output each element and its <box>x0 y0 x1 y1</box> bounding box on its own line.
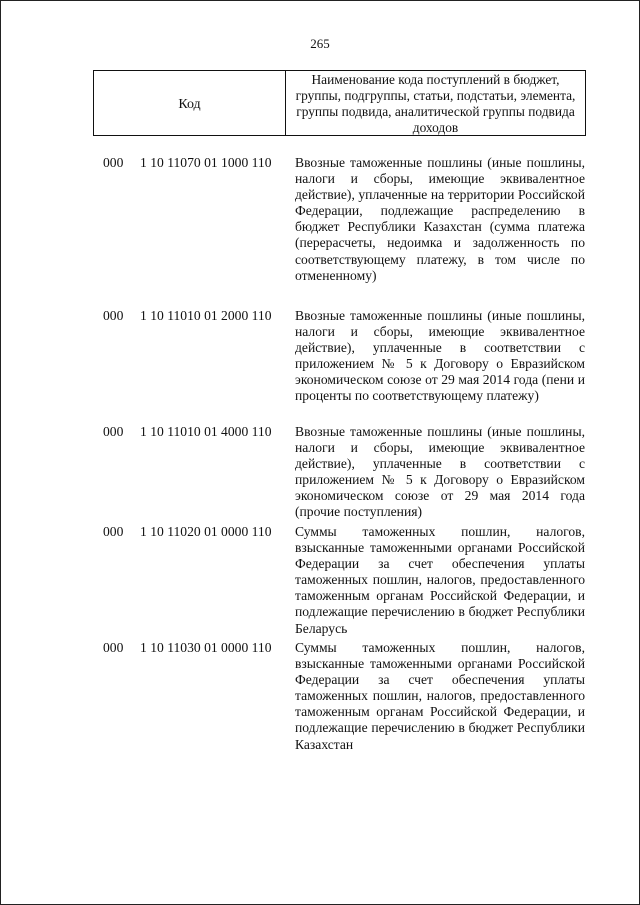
entry-budget-code: 1 10 11030 01 0000 110 <box>140 640 272 655</box>
entry-description: Суммы таможенных пошлин, налогов, взысканные таможенными органами Российской Федерации за счет обеспечения уплаты таможенных пошлин, налогов, предоставленного таможенным органам Российской Федерации, и подлежащие перечислению в бюджет Республики Казахстан <box>295 640 585 752</box>
entry-description: Ввозные таможенные пошлины (иные пошлины, налоги и сборы, имеющие эквивалентное действие), уплаченные на территории Российской Федерации, подлежащие распределению в бюджет Республики Казахстан (сумма платежа (перерасчеты, недоимка и задолженность по соответствующему платежу, в том числе по отмененному) <box>295 155 585 283</box>
page-number: 265 <box>310 36 330 51</box>
entry-budget-code: 1 10 11010 01 2000 110 <box>140 308 272 323</box>
entry-admin-code: 000 <box>103 640 124 655</box>
entry-admin-code: 000 <box>103 424 124 439</box>
entry-admin-code: 000 <box>103 524 124 539</box>
entry-budget-code: 1 10 11020 01 0000 110 <box>140 524 272 539</box>
entry-budget-code: 1 10 11070 01 1000 110 <box>140 155 272 170</box>
header-code-label: Код <box>94 71 286 135</box>
entry-description: Суммы таможенных пошлин, налогов, взысканные таможенными органами Российской Федерации за счет обеспечения уплаты таможенных пошлин, налогов, предоставленного таможенным органам Российской Федерации, и подлежащие перечислению в бюджет Республики Беларусь <box>295 524 585 636</box>
header-table <box>93 70 586 136</box>
entry-admin-code: 000 <box>103 308 124 323</box>
entry-admin-code: 000 <box>103 155 124 170</box>
entry-description: Ввозные таможенные пошлины (иные пошлины, налоги и сборы, имеющие эквивалентное действие), уплаченные в соответствии с приложением № 5 к Договору о Евразийском экономическом союзе от 29 мая 2014 года (прочие поступления) <box>295 424 585 520</box>
entry-budget-code: 1 10 11010 01 4000 110 <box>140 424 272 439</box>
header-name-label: Наименование кода поступлений в бюджет, группы, подгруппы, статьи, подстатьи, элемента, группы подвида, аналитической группы подвида доходов <box>295 72 576 135</box>
entry-description: Ввозные таможенные пошлины (иные пошлины, налоги и сборы, имеющие эквивалентное действие), уплаченные в соответствии с приложением № 5 к Договору о Евразийском экономическом союзе от 29 мая 2014 года (пени и проценты по соответствующему платежу) <box>295 308 585 404</box>
